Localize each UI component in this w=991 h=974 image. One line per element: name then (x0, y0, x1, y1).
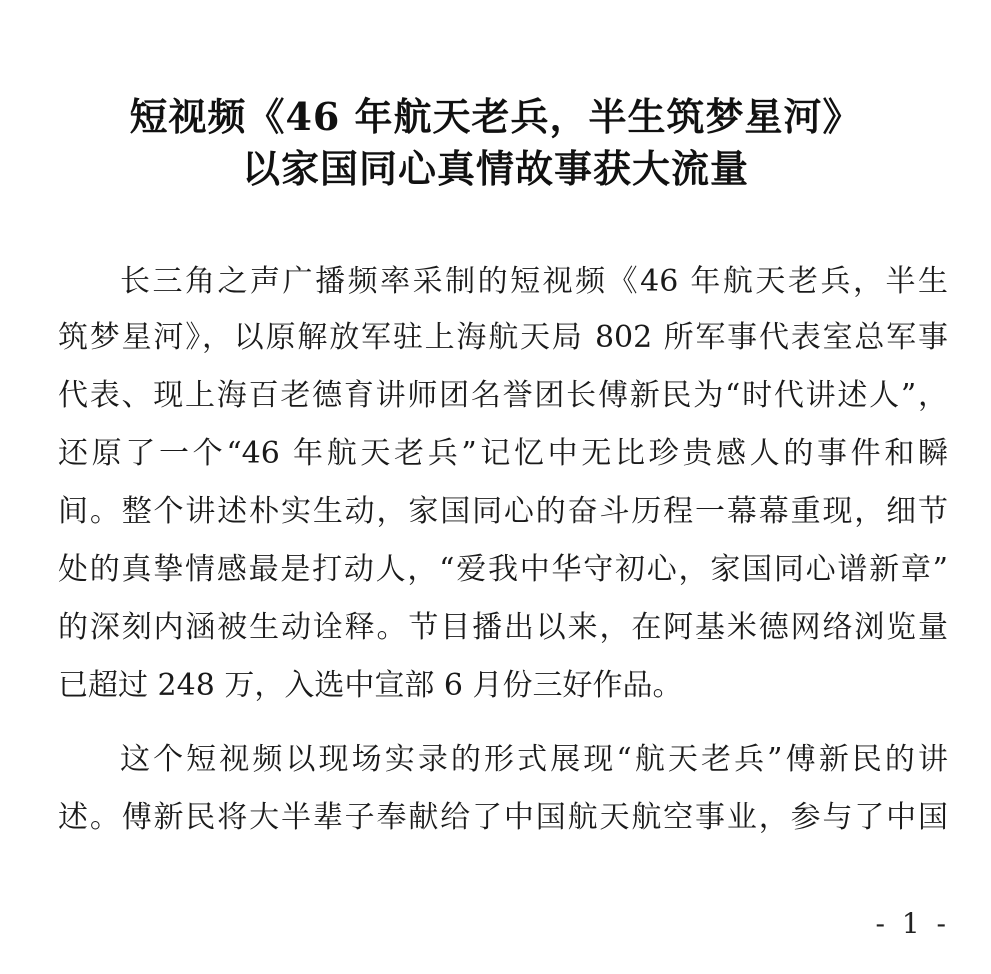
paragraph-1-line-5: 间。整个讲述朴实生动，家国同心的奋斗历程一幕幕重现，细节 (58, 494, 948, 529)
paragraph-1-line-1: 长三角之声广播频率采制的短视频《46 年航天老兵，半生 (120, 264, 948, 299)
paragraph-1-line-2: 筑梦星河》，以原解放军驻上海航天局 802 所军事代表室总军事 (58, 320, 948, 355)
paragraph-2-line-2: 述。傅新民将大半辈子奉献给了中国航天航空事业，参与了中国 (58, 800, 948, 835)
document-title-line-2: 以家国同心真情故事获大流量 (241, 146, 749, 191)
page-number: - 1 - (875, 907, 950, 940)
paragraph-1-line-6: 处的真挚情感最是打动人，“爱我中华守初心，家国同心谱新章” (58, 552, 948, 587)
paragraph-2-line-1: 这个短视频以现场实录的形式展现“航天老兵”傅新民的讲 (120, 742, 948, 777)
document-title-line-1: 短视频《46 年航天老兵，半生筑梦星河》 (129, 94, 862, 139)
paragraph-1-line-3: 代表、现上海百老德育讲师团名誉团长傅新民为“时代讲述人”， (58, 378, 948, 413)
paragraph-1-line-8: 已超过 248 万，入选中宣部 6 月份三好作品。 (58, 668, 683, 703)
paragraph-1-line-7: 的深刻内涵被生动诠释。节目播出以来，在阿基米德网络浏览量 (58, 610, 948, 645)
paragraph-1-line-4: 还原了一个“46 年航天老兵”记忆中无比珍贵感人的事件和瞬 (58, 436, 948, 471)
